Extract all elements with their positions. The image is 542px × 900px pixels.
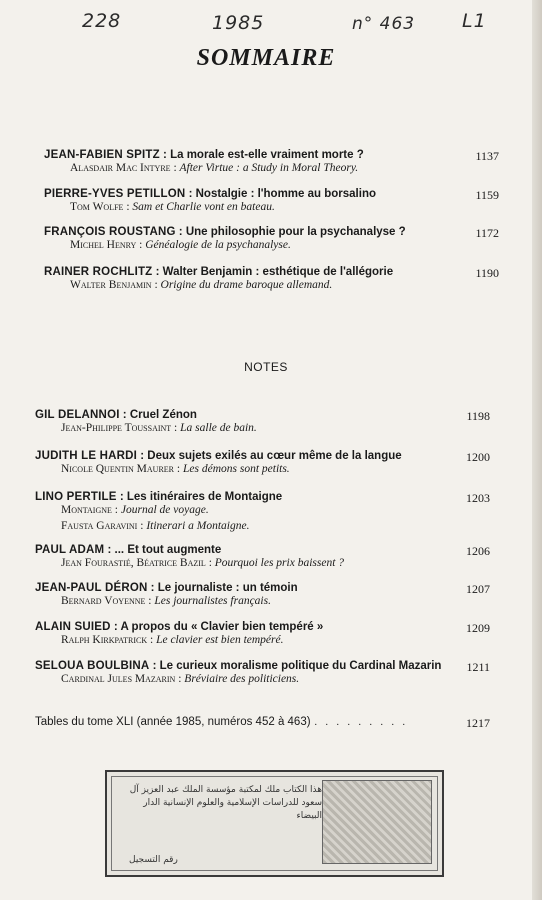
entry-title: La morale est-elle vraiment morte ? (170, 149, 364, 161)
entry-heading (35, 540, 490, 557)
toc-entry (35, 540, 490, 573)
entry-heading (35, 656, 490, 673)
entry-heading (44, 145, 499, 162)
reviewed-work-title: Le clavier est bien tempéré. (156, 634, 284, 646)
reviewed-author: Jean Fourastié, Béatrice Bazil (61, 557, 206, 569)
page-number: 1211 (466, 660, 490, 674)
page-number: 1207 (466, 582, 490, 596)
entry-author: RAINER ROCHLITZ (44, 266, 153, 278)
stamp-registration: رقم التسجيل (129, 855, 178, 865)
separator: : (152, 266, 163, 278)
stamp-text: هذا الكتاب ملك لمكتبة مؤسسة الملك عبد العزيز آل سعود للدراسات الإسلامية والعلوم الإنسانية الدار البيضاء (129, 785, 322, 821)
page-number: 1203 (466, 491, 490, 505)
page-number: 1209 (466, 621, 490, 635)
separator: : (175, 226, 186, 238)
reviewed-work-title: Itinerari a Montaigne. (146, 520, 250, 532)
stamp-emblem (322, 780, 432, 864)
tables-text: Tables du tome XLI (année 1985, numéros 452 à 463) (35, 716, 311, 728)
toc-entry (35, 656, 490, 689)
tables-entry (35, 712, 490, 729)
entry-title: Cruel Zénon (129, 409, 197, 421)
entry-author: PAUL ADAM (35, 544, 105, 556)
reviewed-author: Tom Wolfe (70, 201, 124, 213)
entry-title: A propos du « Clavier bien tempéré » (120, 621, 324, 633)
separator: : (151, 279, 161, 291)
entry-title: Une philosophie pour la psychanalyse ? (185, 226, 406, 238)
separator: : (104, 544, 115, 556)
reviewed-work-title: Bréviaire des politiciens. (184, 673, 300, 685)
entry-reviewed-work (35, 504, 490, 520)
separator: : (205, 557, 215, 569)
leader-dots: . . . . . . . . . (314, 717, 409, 728)
separator: : (137, 450, 148, 462)
entry-reviewed-work (44, 201, 499, 217)
entry-reviewed-work (44, 239, 499, 255)
reviewed-work-title: Les démons sont petits. (182, 463, 290, 475)
reviewed-author: Alasdair Mac Intyre (70, 162, 171, 174)
toc-entry (35, 405, 490, 438)
toc-entry (44, 222, 499, 255)
page-number: 1137 (475, 149, 499, 163)
toc-entry (44, 262, 499, 295)
entry-heading (35, 446, 490, 463)
entry-heading (35, 405, 490, 422)
reviewed-work-title: Généalogie de la psychanalyse. (145, 239, 291, 251)
separator: : (147, 634, 157, 646)
reviewed-work-title: Journal de voyage. (120, 504, 209, 516)
entry-reviewed-work (35, 520, 490, 536)
handwritten-year: 1985 (212, 12, 265, 34)
toc-entry (35, 487, 490, 536)
entry-reviewed-work (35, 557, 490, 573)
separator: : (111, 504, 121, 516)
separator: : (123, 201, 133, 213)
entry-author: PIERRE-YVES PETILLON (44, 188, 186, 200)
page-number: 1217 (466, 716, 490, 730)
entry-reviewed-work (35, 673, 490, 689)
reviewed-author: Nicole Quentin Maurer (61, 463, 175, 475)
separator: : (170, 162, 180, 174)
page-title: SOMMAIRE (196, 45, 336, 71)
reviewed-author: Bernard Voyenne (61, 595, 146, 607)
separator: : (119, 409, 130, 421)
entry-heading (44, 262, 499, 279)
entry-author: SELOUA BOULBINA (35, 660, 150, 672)
separator: : (116, 491, 127, 503)
toc-entry (35, 617, 490, 650)
entry-reviewed-work (35, 422, 490, 438)
entry-heading (35, 617, 490, 634)
page-number: 1198 (466, 409, 490, 423)
reviewed-author: Michel Henry (70, 239, 137, 251)
reviewed-work-title: Pourquoi les prix baissent ? (214, 557, 345, 569)
entry-author: LINO PERTILE (35, 491, 117, 503)
page-number: 1200 (466, 450, 490, 464)
entry-author: ALAIN SUIED (35, 621, 111, 633)
handwritten-number: n° 463 (352, 14, 416, 34)
entry-reviewed-work (35, 595, 490, 611)
separator: : (159, 149, 171, 161)
entry-author: GIL DELANNOI (35, 409, 120, 421)
reviewed-author: Ralph Kirkpatrick (61, 634, 148, 646)
scan-edge (532, 0, 542, 900)
entry-title: Le curieux moralisme politique du Cardinal Mazarin (159, 660, 442, 672)
page-number: 1206 (466, 544, 490, 558)
separator: : (174, 463, 183, 475)
entry-reviewed-work (35, 463, 490, 479)
reviewed-work-title: Sam et Charlie vont en bateau. (132, 201, 275, 213)
toc-entry (35, 446, 490, 479)
reviewed-author: Fausta Garavini (61, 520, 138, 532)
entry-author: FRANÇOIS ROUSTANG (44, 226, 176, 238)
entry-title: Nostalgie : l'homme au borsalino (195, 188, 376, 200)
entry-reviewed-work (44, 279, 499, 295)
entry-reviewed-work (35, 634, 490, 650)
page-number: 1172 (475, 226, 499, 240)
separator: : (185, 188, 196, 200)
reviewed-work-title: Les journalistes français. (154, 595, 271, 607)
library-stamp (105, 770, 444, 877)
entry-heading (35, 578, 490, 595)
handwritten-code: L1 (462, 10, 487, 32)
entry-reviewed-work (44, 162, 499, 178)
entry-heading (44, 184, 499, 201)
reviewed-work-title: After Virtue : a Study in Moral Theory. (179, 162, 359, 174)
entry-title: Les itinéraires de Montaigne (126, 491, 283, 503)
separator: : (145, 595, 155, 607)
reviewed-author: Walter Benjamin (70, 279, 152, 291)
separator: : (149, 660, 160, 672)
reviewed-work-title: Origine du drame baroque allemand. (160, 279, 333, 291)
entry-title: Deux sujets exilés au cœur même de la langue (147, 450, 402, 462)
entry-author: JUDITH LE HARDI (35, 450, 138, 462)
entry-title: ... Et tout augmente (114, 544, 222, 556)
handwritten-left: 228 (82, 10, 122, 32)
toc-entry (35, 578, 490, 611)
toc-entry (44, 184, 499, 217)
separator: : (171, 422, 181, 434)
separator: : (147, 582, 158, 594)
separator: : (110, 621, 121, 633)
toc-entry (44, 145, 499, 178)
entry-heading (44, 222, 499, 239)
notes-heading: NOTES (244, 360, 288, 374)
reviewed-author: Jean-Philippe Toussaint (61, 422, 172, 434)
separator: : (137, 520, 147, 532)
separator: : (175, 673, 185, 685)
reviewed-work-title: La salle de bain. (180, 422, 257, 434)
page-number: 1159 (475, 188, 499, 202)
separator: : (136, 239, 146, 251)
entry-title: Walter Benjamin : esthétique de l'allégorie (162, 266, 394, 278)
reviewed-author: Cardinal Jules Mazarin (61, 673, 176, 685)
entry-title: Le journaliste : un témoin (157, 582, 298, 594)
page-number: 1190 (475, 266, 499, 280)
entry-author: JEAN-PAUL DÉRON (35, 582, 148, 594)
reviewed-author: Montaigne (61, 504, 112, 516)
entry-heading (35, 487, 490, 504)
entry-author: JEAN-FABIEN SPITZ (44, 149, 160, 161)
